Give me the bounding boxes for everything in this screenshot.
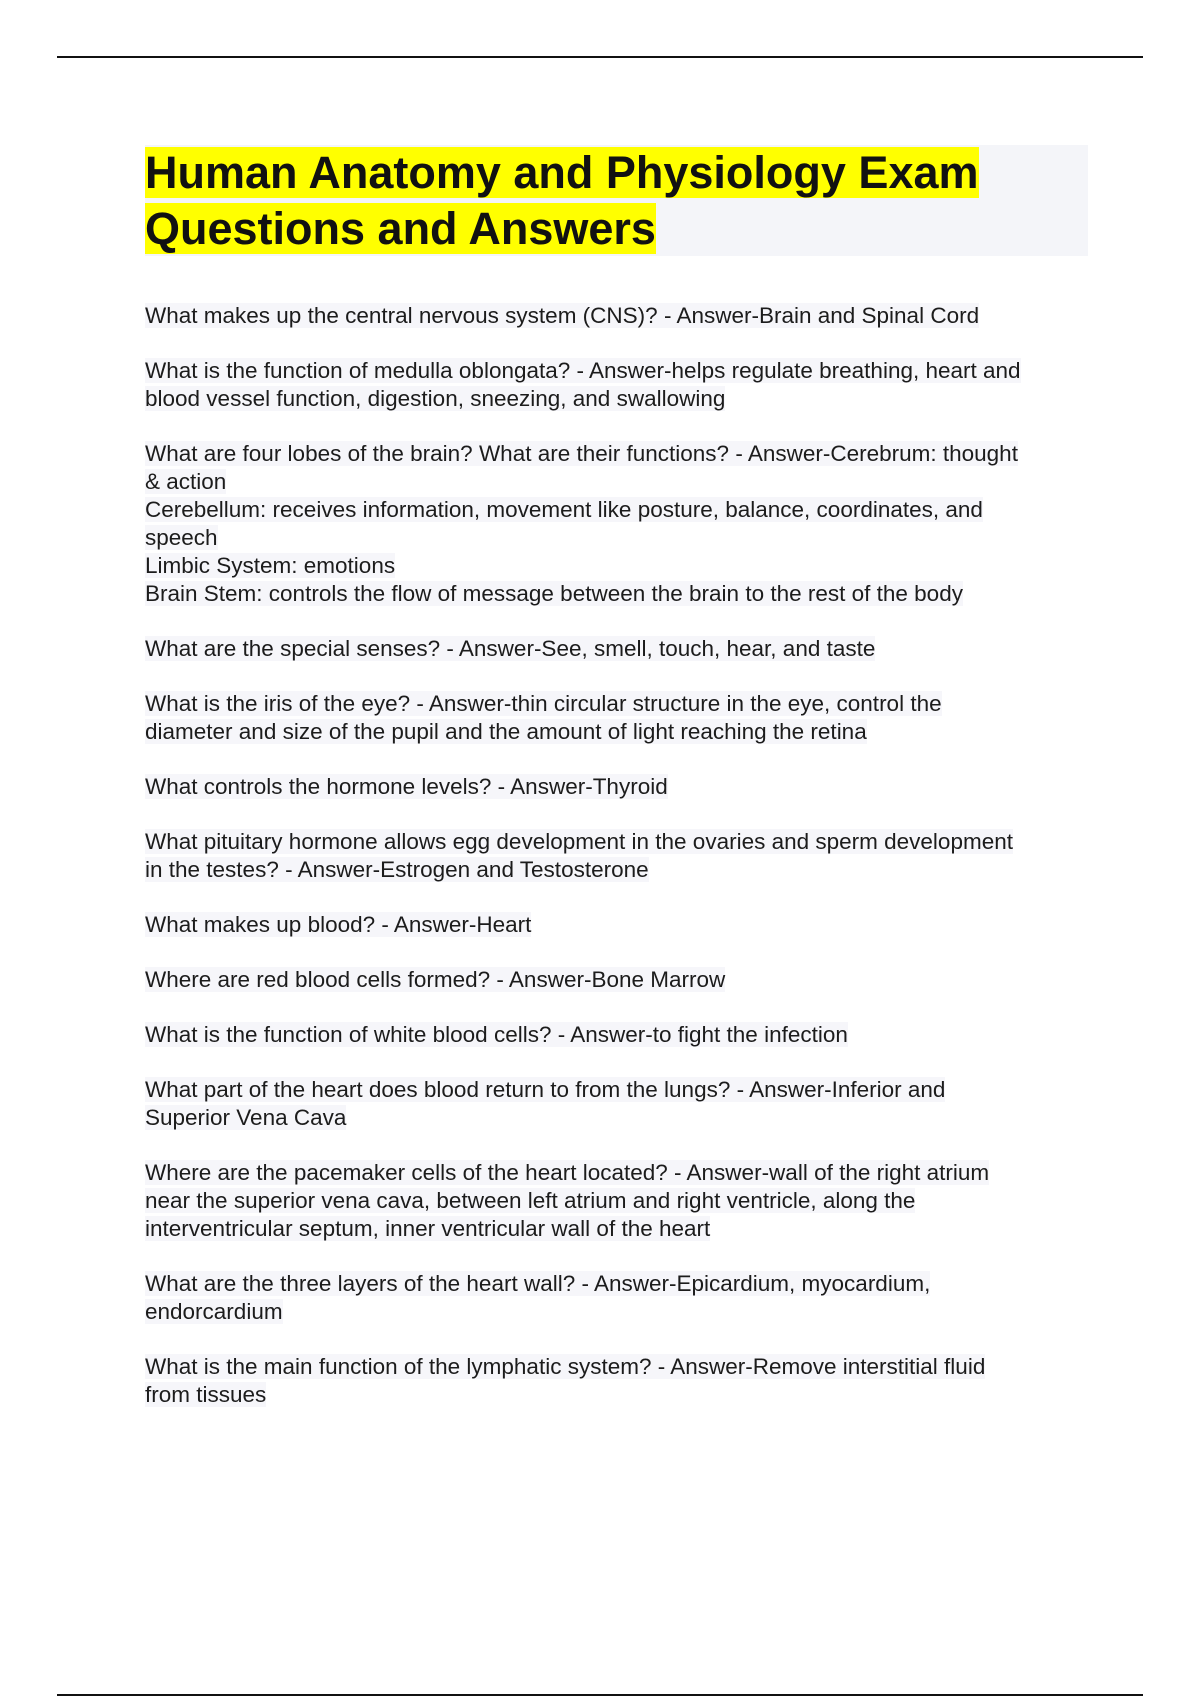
qa-item-text: What makes up the central nervous system (CNS)? - Answer-Brain and Spinal Cord: [145, 303, 980, 328]
qa-item-text: What pituitary hormone allows egg development in the ovaries and sperm development in the testes? - Answer-Estrogen and Testosterone: [145, 829, 1013, 882]
qa-item: [145, 635, 1105, 663]
qa-item: [145, 911, 1105, 939]
qa-item-text: What part of the heart does blood return to from the lungs? - Answer-Inferior and Superior Vena Cava: [145, 1077, 946, 1130]
qa-item: [145, 1021, 1105, 1049]
qa-item-text: What controls the hormone levels? - Answer-Thyroid: [145, 774, 668, 799]
qa-item-text: What is the function of medulla oblongata? - Answer-helps regulate breathing, heart and blood vessel function, digestion, sneezing, and swallowing: [145, 358, 1021, 411]
qa-item: [145, 1353, 1105, 1409]
qa-item: [145, 828, 1105, 884]
qa-item-text: What are four lobes of the brain? What are their functions? - Answer-Cerebrum: thought & action Cerebellum: receives information, movement like posture, balance, coordinates, and speech Limbic System: emotions Brain Stem: controls the flow of message between the brain to the rest of the body: [145, 441, 1018, 606]
qa-item: [145, 966, 1105, 994]
qa-item: [145, 773, 1105, 801]
qa-item-text: What makes up blood? - Answer-Heart: [145, 912, 532, 937]
qa-item: [145, 1159, 1105, 1243]
page-title-text: Human Anatomy and Physiology Exam Questions and Answers: [145, 147, 979, 254]
qa-item: [145, 690, 1105, 746]
qa-item: [145, 1270, 1105, 1326]
qa-item-text: Where are the pacemaker cells of the heart located? - Answer-wall of the right atrium near the superior vena cava, between left atrium and right ventricle, along the interventricular septum, inner ventricular wall of the heart: [145, 1160, 990, 1241]
qa-item: [145, 440, 1105, 608]
qa-list: [145, 302, 1105, 1436]
qa-item-text: What is the function of white blood cells? - Answer-to fight the infection: [145, 1022, 848, 1047]
qa-item-text: What is the main function of the lymphatic system? - Answer-Remove interstitial fluid from tissues: [145, 1354, 986, 1407]
qa-item-text: Where are red blood cells formed? - Answer-Bone Marrow: [145, 967, 726, 992]
page-title: [145, 145, 1065, 257]
qa-item-text: What is the iris of the eye? - Answer-thin circular structure in the eye, control the diameter and size of the pupil and the amount of light reaching the retina: [145, 691, 942, 744]
bottom-rule: [57, 1694, 1143, 1696]
qa-item-text: What are the three layers of the heart wall? - Answer-Epicardium, myocardium, endorcardium: [145, 1271, 931, 1324]
qa-item: [145, 357, 1105, 413]
qa-item: [145, 302, 1105, 330]
qa-item: [145, 1076, 1105, 1132]
top-rule: [57, 56, 1143, 58]
qa-item-text: What are the special senses? - Answer-See, smell, touch, hear, and taste: [145, 636, 876, 661]
title-block: [145, 145, 1088, 256]
